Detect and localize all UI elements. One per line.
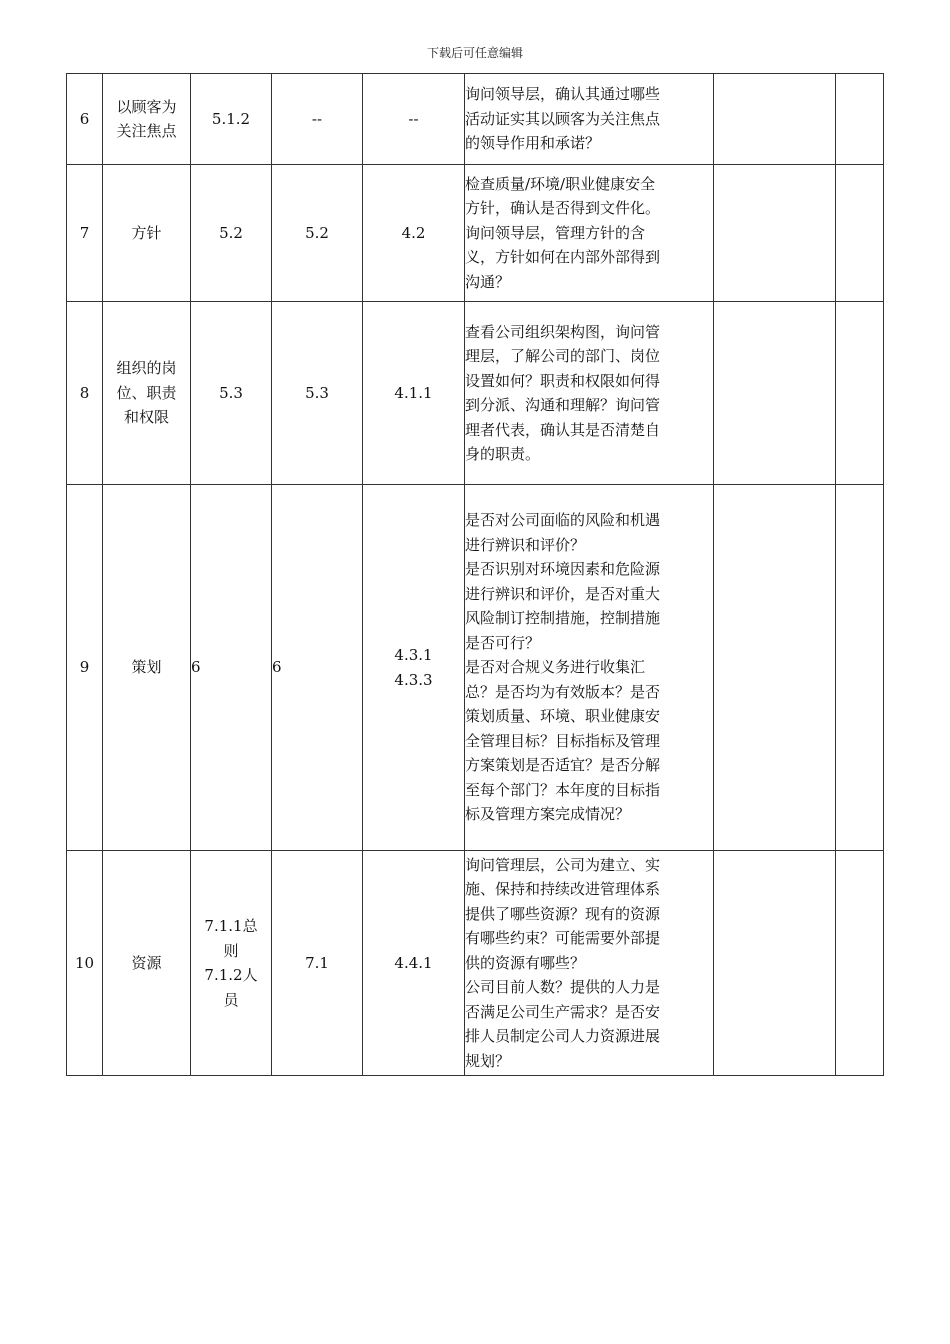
clause-col5-cell	[363, 302, 465, 485]
cell-text-line: 进行辨识和评价？	[465, 535, 586, 554]
cell-text-line: 询问领导层，确认其通过哪些	[465, 85, 661, 104]
cell-text-line: 否满足公司生产需求？是否安	[465, 1002, 661, 1021]
record-cell	[714, 851, 836, 1076]
cell-text-line: 5.3	[305, 383, 329, 402]
cell-text-line: 到分派、沟通和理解？询问管	[465, 396, 661, 414]
cell-text-line: 5.3	[219, 383, 243, 402]
table-row	[67, 165, 884, 302]
page-header: 下载后可任意编辑	[426, 46, 523, 60]
cell-text-line: 7.1.1总	[204, 917, 258, 935]
cell-text-line: 是否对合规义务进行收集汇	[465, 658, 646, 677]
cell-text-line: 6	[191, 658, 201, 677]
audit-item-cell	[103, 485, 191, 851]
cell-text-line: 4.3.1	[394, 646, 433, 664]
cell-text-line: 的领导作用和承诺？	[465, 134, 601, 153]
record-cell	[714, 485, 836, 851]
cell-text-line: 风险制订控制措施，控制措施	[465, 609, 661, 628]
cell-text-line: 4.3.3	[394, 670, 433, 689]
clause-col5-cell	[363, 74, 465, 165]
cell-text-line: --	[311, 109, 323, 128]
cell-text-line: 策划质量、环境、职业健康安	[465, 707, 661, 726]
row-number-cell	[67, 165, 103, 302]
audit-item-cell	[103, 165, 191, 302]
cell-text-line: 则	[223, 941, 239, 960]
cell-text-line: 义，方针如何在内部外部得到	[465, 248, 661, 267]
cell-text-line: 是否识别对环境因素和危险源	[465, 560, 661, 579]
cell-text-line: 全管理目标？目标指标及管理	[465, 731, 661, 750]
remark-cell	[836, 165, 884, 302]
cell-text-line: 4.1.1	[394, 383, 433, 402]
row-number-cell	[67, 485, 103, 851]
cell-text-line: 资源	[131, 953, 162, 972]
cell-text-line: 总？是否均为有效版本？是否	[465, 682, 661, 701]
clause-col4-cell	[272, 851, 363, 1076]
audit-item-cell	[103, 74, 191, 165]
record-cell	[714, 165, 836, 302]
audit-checklist-table	[66, 73, 884, 1076]
audit-method-cell	[465, 74, 714, 165]
row-number-cell	[67, 851, 103, 1076]
clause-col3-cell	[191, 74, 272, 165]
cell-text-line: 策划	[131, 658, 162, 677]
cell-text-line: 排人员制定公司人力资源进展	[465, 1027, 661, 1046]
cell-text-line: 理者代表，确认其是否清楚自	[465, 420, 661, 439]
cell-text-line: 方针，确认是否得到文件化。	[465, 199, 661, 218]
cell-text: 6	[79, 109, 90, 128]
remark-cell	[836, 74, 884, 165]
table-row	[67, 851, 884, 1076]
cell-text-line: 标及管理方案完成情况？	[465, 805, 631, 824]
cell-text-line: 理层，了解公司的部门、岗位	[465, 347, 661, 365]
cell-text-line: 5.1.2	[211, 109, 251, 128]
cell-text-line: 身的职责。	[465, 445, 541, 463]
cell-text-line: 施、保持和持续改进管理体系	[465, 880, 661, 899]
cell-text-line: 5.2	[219, 223, 243, 242]
table-body	[67, 74, 884, 1076]
table-row	[67, 74, 884, 165]
cell-text-line: 沟通？	[465, 272, 511, 291]
cell-text-line: --	[408, 109, 419, 128]
cell-text-line: 规划？	[465, 1051, 511, 1070]
cell-text-line: 6	[272, 658, 282, 677]
cell-text-line: 和权限	[123, 408, 169, 427]
audit-method-cell	[465, 302, 714, 485]
cell-text-line: 设置如何？职责和权限如何得	[465, 371, 661, 390]
cell-text-line: 至每个部门？本年度的目标指	[465, 780, 661, 799]
cell-text-line: 组织的岗	[116, 359, 177, 378]
cell-text: 10	[74, 953, 95, 972]
clause-col5-cell	[363, 165, 465, 302]
cell-text-line: 关注焦点	[116, 122, 177, 140]
cell-text-line: 方针	[131, 223, 162, 242]
cell-text-line: 员	[223, 990, 239, 1009]
cell-text-line: 位、职责	[116, 383, 177, 402]
cell-text: 9	[79, 658, 90, 677]
clause-col4-cell	[272, 302, 363, 485]
cell-text-line: 7.1	[305, 953, 329, 972]
cell-text-line: 公司目前人数？提供的人力是	[465, 978, 661, 997]
record-cell	[714, 74, 836, 165]
table-row	[67, 485, 884, 851]
clause-col3-cell	[191, 302, 272, 485]
cell-text: 7	[79, 223, 90, 242]
cell-text-line: 有哪些约束？可能需要外部提	[465, 929, 661, 948]
cell-text-line: 查看公司组织架构图，询问管	[465, 322, 661, 341]
cell-text-line: 询问领导层，管理方针的含	[465, 223, 646, 242]
row-number-cell	[67, 74, 103, 165]
cell-text-line: 询问管理层，公司为建立、实	[465, 855, 661, 874]
audit-method-cell	[465, 165, 714, 302]
cell-text-line: 4.4.1	[394, 953, 433, 972]
cell-text-line: 进行辨识和评价，是否对重大	[465, 584, 661, 603]
remark-cell	[836, 302, 884, 485]
clause-col3-cell	[191, 851, 272, 1076]
cell-text-line: 以顾客为	[116, 97, 177, 116]
clause-col4-cell	[272, 165, 363, 302]
clause-col4-cell	[272, 74, 363, 165]
cell-text-line: 方案策划是否适宜？是否分解	[465, 756, 661, 775]
clause-col3-cell	[191, 485, 272, 851]
cell-text-line: 活动证实其以顾客为关注焦点	[465, 109, 661, 128]
cell-text-line: 提供了哪些资源？现有的资源	[465, 904, 661, 923]
cell-text: 8	[79, 383, 90, 402]
table-row	[67, 302, 884, 485]
cell-text-line: 是否可行？	[465, 633, 541, 652]
remark-cell	[836, 851, 884, 1076]
audit-item-cell	[103, 851, 191, 1076]
clause-col4-cell	[272, 485, 363, 851]
cell-text-line: 7.1.2人	[204, 966, 258, 984]
remark-cell	[836, 485, 884, 851]
record-cell	[714, 302, 836, 485]
audit-item-cell	[103, 302, 191, 485]
audit-method-cell	[465, 485, 714, 851]
clause-col5-cell	[363, 485, 465, 851]
cell-text-line: 是否对公司面临的风险和机遇	[465, 511, 661, 530]
cell-text-line: 4.2	[401, 223, 426, 242]
cell-text-line: 检查质量/环境/职业健康安全	[465, 174, 656, 193]
row-number-cell	[67, 302, 103, 485]
cell-text-line: 5.2	[305, 223, 329, 242]
cell-text-line: 供的资源有哪些？	[465, 953, 586, 972]
audit-method-cell	[465, 851, 714, 1076]
clause-col3-cell	[191, 165, 272, 302]
clause-col5-cell	[363, 851, 465, 1076]
